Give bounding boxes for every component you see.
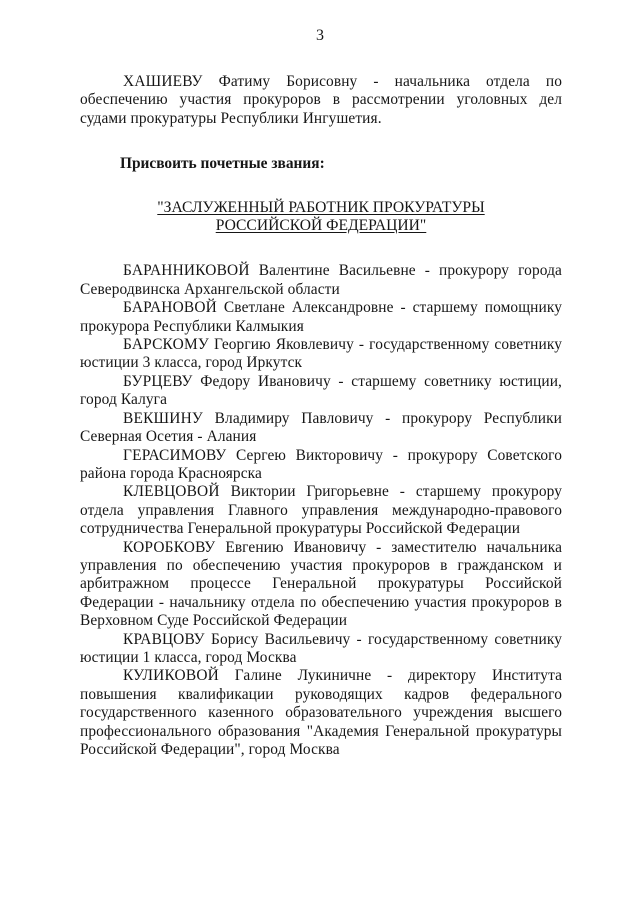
person-name: КЛЕВЦОВОЙ	[123, 483, 220, 501]
person-description: Галине Лукиничне - директору Института повышения квалификации руководящих кадров федерального государственного казенного образовательного учреждения высшего профессионального образования "Академия Генеральной прокуратуры Российской Федерации", город Москва	[80, 667, 563, 758]
section-heading: Присвоить почетные звания:	[120, 155, 325, 173]
person-name: ХАШИЕВУ	[123, 73, 203, 90]
person-name: БАРСКОМУ	[123, 336, 209, 354]
person-name: КРАВЦОВУ	[123, 630, 205, 648]
person-description: Федору Ивановичу - старшему советнику юстиции, город Калуга	[80, 372, 562, 409]
award-entry	[80, 336, 562, 373]
person-description: Владимиру Павловичу - прокурору Республики Северная Осетия - Алания	[80, 409, 562, 446]
award-entry	[80, 539, 562, 631]
award-entry	[80, 667, 562, 759]
person-description: Борису Васильевичу - государственному советнику юстиции 1 класса, город Москва	[80, 630, 562, 666]
award-entry	[80, 299, 562, 336]
person-name: ВЕКШИНУ	[123, 409, 203, 427]
page-number: 3	[316, 27, 324, 44]
award-entry	[80, 262, 562, 299]
award-entry	[80, 373, 562, 410]
person-description: Виктории Григорьевне - старшему прокурору отдела управления Главного управления международно-правового сотрудничества Генеральной прокуратуры Российской Федерации	[80, 483, 562, 538]
person-name: БАРАННИКОВОЙ	[123, 262, 250, 280]
person-name: ГЕРАСИМОВУ	[123, 446, 227, 464]
person-description: Георгию Яковлевичу - государственному советнику юстиции 3 класса, город Иркутск	[80, 336, 562, 372]
person-description: Сергею Викторовичу - прокурору Советского района города Красноярска	[80, 446, 562, 482]
person-name: БАРАНОВОЙ	[123, 299, 217, 317]
person-description: Светлане Александровне - старшему помощнику прокурора Республики Калмыкия	[80, 299, 562, 335]
honorary-title	[80, 199, 562, 236]
honorary-title-line-2: РОССИЙСКОЙ ФЕДЕРАЦИИ"	[215, 217, 427, 235]
person-name: БУРЦЕВУ	[123, 372, 193, 390]
award-entry	[80, 483, 562, 538]
award-entry	[80, 447, 562, 484]
document-body	[80, 73, 562, 759]
person-description: Фатиму Борисовну - начальника отдела по обеспечению участия прокуроров в рассмотрении уголовных дел судами прокуратуры Республики Ингушетия.	[80, 73, 562, 127]
award-entry	[80, 631, 562, 668]
person-description: Валентине Васильевне - прокурору города Северодвинска Архангельской области	[80, 262, 562, 298]
honorary-title-line-1: "ЗАСЛУЖЕННЫЙ РАБОТНИК ПРОКУРАТУРЫ	[157, 198, 485, 216]
person-description: Евгению Ивановичу - заместителю начальника управления по обеспечению участия прокуроров в гражданском и арбитражном процессе Генеральной прокуратуры Российской Федерации - начальнику отдела по обеспечению участия прокуроров в Верховном Суде Российской Федерации	[80, 538, 562, 630]
person-name: КУЛИКОВОЙ	[123, 667, 219, 685]
award-entry	[80, 410, 562, 447]
person-name: КОРОБКОВУ	[123, 538, 216, 556]
intro-paragraph	[80, 73, 562, 128]
